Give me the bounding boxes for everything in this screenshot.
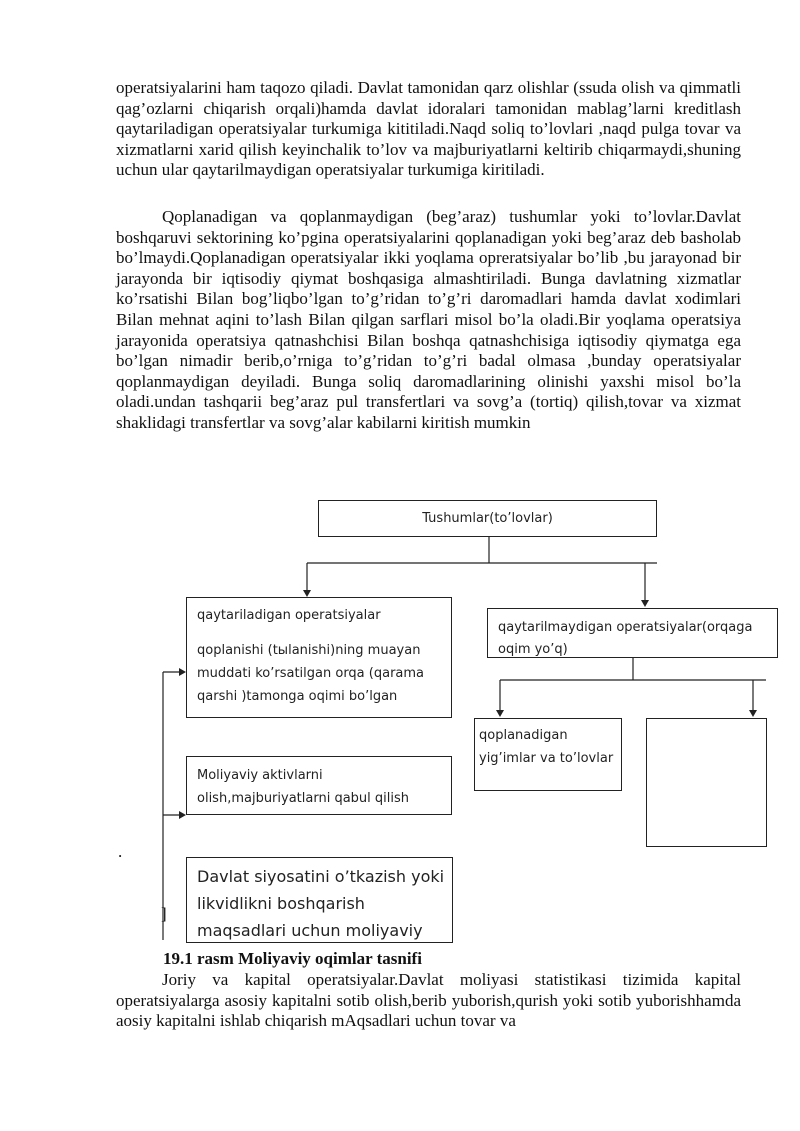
figure-caption: 19.1 rasm Moliyaviy oqimlar tasnifi: [163, 949, 422, 968]
covered-fees-box: [474, 718, 622, 791]
returnable-operations-desc: qoplanishi (tыlanishi)ning muayan muddati ko’rsatilgan orqa (qarama qarshi )tamonga oqimi bo’lgan: [197, 643, 425, 704]
financial-assets-label: Moliyaviy aktivlarni olish,majburiyatlarni qabul qilish: [197, 768, 409, 806]
stray-dot: .: [118, 842, 123, 861]
paragraph-2: Qoplanadigan va qoplanmaydigan (beg’araz) tushumlar yoki to’lovlar.Davlat boshqaruvi sektorining ko’pgina operatsiyalarini qoplanadigan yoki beg’araz deb basholab bo’lmaydi.Qoplanadigan operatsiyalar ikki yoqlama opreratsiyalar bo’lib ,bu jarayonad bir jarayonda bir iqtisodiy qiymat boshqasiga almashtiriladi. Bunga davlatning xizmatlar ko’rsatishi Bilan bog’liqbo’lgan to’g’ridan to’g’ri daromadlari hamda davlat xodimlari Bilan mehnat aqini to’lash Bilan qilgan sarflari misol bo’la oladi.Bir yoqlama operatsiya jarayonida operatsiya qatnashchisi Bilan boshqa qatnashchisiga iqtisodiy qiymatga ega bo’lgan nimadir berib,o’rniga to’g’ridan to’g’ri badal olmasa ,bunday operatsiyalar qoplanmaydigan deyiladi. Bunga soliq daromadlarining olinishi yaxshi misol bo’la oladi.undan tashqarii beg’araz pul transfertlari va sovg’a (tortiq) qilish,tovar va xizmat shaklidagi transfertlar va sovg’alar kabilarni kiritish mumkin: [116, 207, 741, 432]
policy-box: [186, 857, 453, 943]
covered-fees-label: qoplanadigan yig’imlar va to’lovlar: [479, 728, 614, 766]
non-returnable-operations-label: qaytarilmaydigan operatsiyalar(orqaga oqim yo’q): [498, 620, 753, 657]
non-returnable-operations-box: [487, 608, 778, 658]
empty-box: [646, 718, 767, 847]
paragraph-1: operatsiyalarini ham taqozo qiladi. Davlat tamonidan qarz olishlar (ssuda olish va qimmatli qag’ozlarni chiqarish orqali)hamda davlat idoralari tamonidan mablag’larni kreditlash qaytariladigan operatsiyalar turkumiga kititiladi.Naqd soliq to’lovlari ,naqd pulga tovar va xizmatlarni xarid qilish keyinchalik to’lov va majburiyatlarni keltirib chiqarmaydi,shuning uchun ular qaytarilmaydigan operatsiyalar turkumiga kiritiladi.: [116, 78, 741, 180]
returnable-operations-title: qaytariladigan operatsiyalar: [197, 608, 381, 623]
paragraph-3: Joriy va kapital operatsiyalar.Davlat moliyasi statistikasi tizimida kapital operatsiyalarga asosiy kapitalni sotib olish,berib yuborish,qurish yoki sotib yuborishhamda aosiy kapitalni ishlab chiqarish mAqsadlari uchun tovar va: [116, 970, 741, 1031]
financial-assets-box: [186, 756, 452, 815]
returnable-operations-box: [186, 597, 452, 718]
policy-label: Davlat siyosatini o’tkazish yoki likvidlikni boshqarish maqsadlari uchun moliyaviy: [197, 867, 445, 940]
diagram-root-box: [318, 500, 657, 537]
stray-bracket: ]: [161, 904, 167, 923]
diagram-root-label: Tushumlar(to’lovlar): [422, 511, 553, 526]
